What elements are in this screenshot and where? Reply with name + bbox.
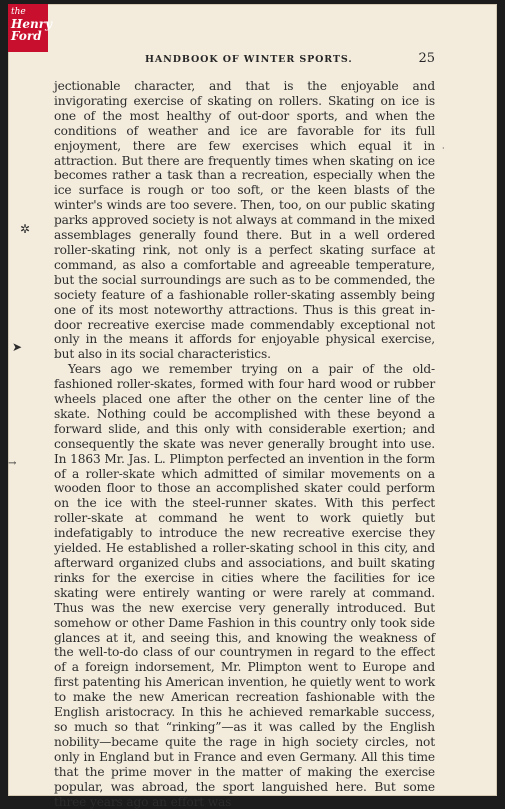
paragraph-1: jectionable character, and that is the enjoyable and invigorating exercise of skating on rollers. Skating on ice is one of the most healthy of out-door sports, and when the conditions of weather and ice are favorable for its full enjoyment, there are few exercises which equal it in attraction. But there are frequently times when skating on ice becomes rather a task than a recreation, especially when the ice surface is rough or too soft, or the keen blasts of the winter's winds are too severe. Then, too, on our public skating parks approved society is not always at command in the mixed assemblages generally found there. But in a well ordered roller-skating rink, not only is a perfect skating surface at command, as also a comfortable and agreeable temperature, but the social surroundings are such as to be commended, the society feature of a fashionable roller-skating assembly being one of its most noteworthy attractions. Thus is this great in-door recreative exercise made commendably exceptional not only in the means it affords for enjoyable physical exercise, but also in its social characteristics. — [54, 79, 435, 362]
body-text — [54, 79, 435, 809]
henry-ford-logo — [8, 4, 52, 52]
running-header — [145, 51, 435, 66]
logo-line-2: Henry — [11, 17, 52, 31]
running-title: HANDBOOK OF WINTER SPORTS. — [145, 54, 353, 65]
paragraph-2: Years ago we remember trying on a pair of the old-fashioned roller-skates, formed with four hard wood or rubber wheels placed one after the other on the center line of the skate. Nothing could be accomplished with these beyond a forward slide, and this only with considerable exertion; and consequently the skate was never generally brought into use. In 1863 Mr. Jas. L. Plimpton perfected an invention in the form of a roller-skate which admitted of similar movements on a wooden floor to those an accomplished skater could perform on the ice with the steel-runner skates. With this perfect roller-skate at command he went to work quietly but indefatigably to introduce the new recreative exercise they yielded. He established a roller-skating school in this city, and afterward organized clubs and associations, and built skating rinks for the exercise in cities where the facilities for ice skating were entirely wanting or were rarely at command. Thus was the new exercise very generally introduced. But somehow or other Dame Fashion in this country only took side glances at it, and seeing this, and knowing the weakness of the well-to-do class of our countrymen in regard to the effect of a foreign indorsement, Mr. Plimpton went to Europe and first patenting his American invention, he quietly went to work to make the new American recreation fashionable with the English aristocracy. In this he achieved remarkable success, so much so that “rinking”—as it was called by the English nobility—became quite the rage in high society circles, not only in England but in France and even Germany. All this time that the prime mover in the matter of making the exercise popular, was abroad, the sport languished here. But some three years ago an effort was — [54, 362, 435, 809]
logo-line-1: the — [11, 7, 26, 17]
margin-mark-icon: ✲ — [20, 222, 31, 236]
page-number: 25 — [418, 51, 435, 66]
margin-pointer-icon: → — [8, 458, 17, 469]
margin-arrow-icon: ➤ — [12, 340, 23, 354]
margin-dot-icon: · — [442, 144, 445, 153]
logo-line-3: Ford — [11, 29, 42, 43]
